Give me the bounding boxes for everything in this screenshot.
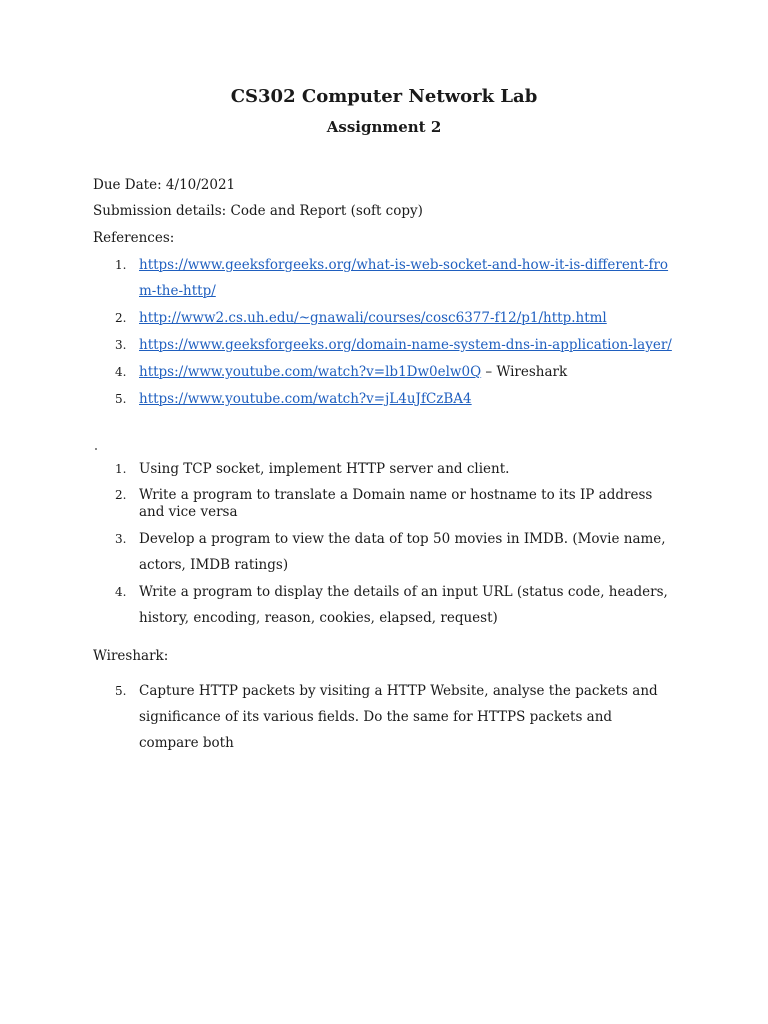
list-number: 3. <box>115 532 127 546</box>
wireshark-tasks-list <box>93 678 673 757</box>
list-number: 1. <box>115 462 127 476</box>
list-item <box>93 305 673 331</box>
list-number: 5. <box>115 392 127 406</box>
list-number: 4. <box>115 585 127 599</box>
tasks-list <box>93 456 673 632</box>
page-subtitle: Assignment 2 <box>326 118 442 136</box>
list-item <box>93 526 673 578</box>
stray-mark <box>95 448 97 450</box>
due-date: Due Date: 4/10/2021 <box>93 177 236 193</box>
list-number: 2. <box>115 311 127 325</box>
list-item <box>93 332 673 358</box>
page-title: CS302 Computer Network Lab <box>230 86 538 107</box>
task-text: Develop a program to view the data of top 50 movies in IMDB. (Movie name, actors, IMDB ratings) <box>139 531 666 573</box>
task-text: Write a program to display the details of an input URL (status code, headers, history, encoding, reason, cookies, elapsed, request) <box>139 584 668 626</box>
list-number: 4. <box>115 365 127 379</box>
reference-note: – Wireshark <box>481 364 568 380</box>
list-item <box>93 359 673 385</box>
references-label: References: <box>93 230 175 246</box>
reference-link[interactable]: https://www.geeksforgeeks.org/domain-name-system-dns-in-application-layer/ <box>139 337 672 353</box>
submission-details: Submission details: Code and Report (soft copy) <box>93 203 423 219</box>
list-number: 5. <box>115 684 127 698</box>
list-number: 3. <box>115 338 127 352</box>
list-number: 1. <box>115 258 127 272</box>
reference-link[interactable]: https://www.youtube.com/watch?v=jL4uJfCzBA4 <box>139 391 472 407</box>
list-item <box>93 678 673 756</box>
wireshark-label: Wireshark: <box>93 648 169 664</box>
task-text: Capture HTTP packets by visiting a HTTP Website, analyse the packets and significance of its various fields. Do the same for HTTPS packets and compare both <box>139 683 658 751</box>
task-text: Write a program to translate a Domain name or hostname to its IP address and vice versa <box>139 487 653 520</box>
list-item <box>93 252 673 304</box>
reference-link[interactable]: http://www2.cs.uh.edu/~gnawali/courses/cosc6377-f12/p1/http.html <box>139 310 607 326</box>
reference-link[interactable]: https://www.geeksforgeeks.org/what-is-web-socket-and-how-it-is-different-from-the-http/ <box>139 257 669 299</box>
reference-link[interactable]: https://www.youtube.com/watch?v=lb1Dw0elw0Q <box>139 364 482 380</box>
list-item <box>93 456 673 482</box>
list-item <box>93 579 673 631</box>
task-text: Using TCP socket, implement HTTP server and client. <box>139 461 510 477</box>
list-number: 2. <box>115 488 127 502</box>
list-item <box>93 386 673 412</box>
references-list <box>93 252 673 413</box>
list-item <box>93 483 673 525</box>
